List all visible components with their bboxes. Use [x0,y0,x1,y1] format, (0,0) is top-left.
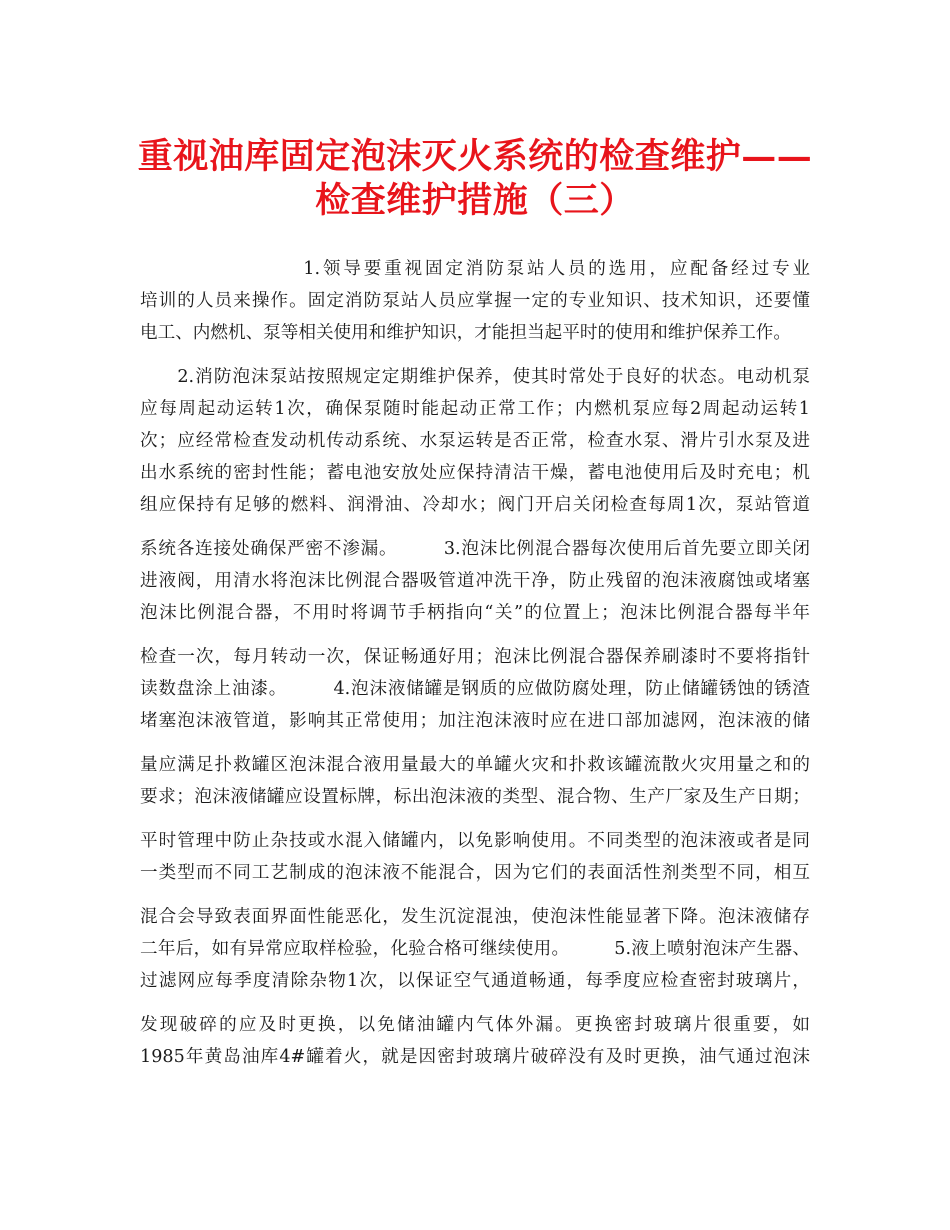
body-line: 进液阀，用清水将泡沫比例混合器吸管道冲洗干净，防止残留的泡沫液腐蚀或堵塞 [140,571,810,591]
body-line: 检查一次，每月转动一次，保证畅通好用；泡沫比例混合器保养刷漆时不要将指针 [140,647,810,667]
body-line: 过滤网应每季度清除杂物1次，以保证空气通道畅通，每季度应检查密封玻璃片， [140,971,810,991]
body-line: 泡沫比例混合器，不用时将调节手柄指向“关”的位置上；泡沫比例混合器每半年 [140,603,810,623]
body-line: 读数盘涂上油漆。 4.泡沫液储罐是钢质的应做防腐处理，防止储罐锈蚀的锈渣 [140,679,810,699]
body-line: 次；应经常检查发动机传动系统、水泵运转是否正常，检查水泵、滑片引水泵及进 [140,431,810,451]
body-line: 应每周起动运转1次，确保泵随时能起动正常工作；内燃机泵应每2周起动运转1 [140,399,810,419]
body-line: 1985年黄岛油库4#罐着火，就是因密封玻璃片破碎没有及时更换，油气通过泡沫 [140,1047,810,1067]
body-line: 混合会导致表面界面性能恶化，发生沉淀混浊，使泡沫性能显著下降。泡沫液储存 [140,907,810,927]
body-line: 组应保持有足够的燃料、润滑油、冷却水；阀门开启关闭检查每周1次，泵站管道 [140,495,810,515]
body-line: 量应满足扑救罐区泡沫混合液用量最大的单罐火灾和扑救该罐流散火灾用量之和的 [140,755,810,775]
body-line: 2.消防泡沫泵站按照规定定期维护保养，使其时常处于良好的状态。电动机泵 [140,367,810,387]
body-line: 一类型而不同工艺制成的泡沫液不能混合，因为它们的表面活性剂类型不同，相互 [140,863,810,883]
body-line: 发现破碎的应及时更换，以免储油罐内气体外漏。更换密封玻璃片很重要，如 [140,1015,810,1035]
body-line: 二年后，如有异常应取样检验，化验合格可继续使用。 5.液上喷射泡沫产生器、 [140,939,810,959]
body-line: 出水系统的密封性能；蓄电池安放处应保持清洁干燥，蓄电池使用后及时充电；机 [140,463,810,483]
body-line: 要求；泡沫液储罐应设置标牌，标出泡沫液的类型、混合物、生产厂家及生产日期； [140,787,810,807]
body-line: 1.领导要重视固定消防泵站人员的选用，应配备经过专业 [140,259,810,279]
body-line: 平时管理中防止杂技或水混入储罐内，以免影响使用。不同类型的泡沫液或者是同 [140,831,810,851]
document-title-line-2: 检查维护措施（三） [315,180,635,221]
body-line: 培训的人员来操作。固定消防泵站人员应掌握一定的专业知识、技术知识，还要懂 [140,291,810,311]
body-line: 系统各连接处确保严密不渗漏。 3.泡沫比例混合器每次使用后首先要立即关闭 [140,539,810,559]
body-line: 堵塞泡沫液管道，影响其正常使用；加注泡沫液时应在进口部加滤网，泡沫液的储 [140,711,810,731]
document-title-line-1: 重视油库固定泡沫灭火系统的检查维护—— [137,136,813,177]
body-line: 电工、内燃机、泵等相关使用和维护知识，才能担当起平时的使用和维护保养工作。 [140,323,791,343]
